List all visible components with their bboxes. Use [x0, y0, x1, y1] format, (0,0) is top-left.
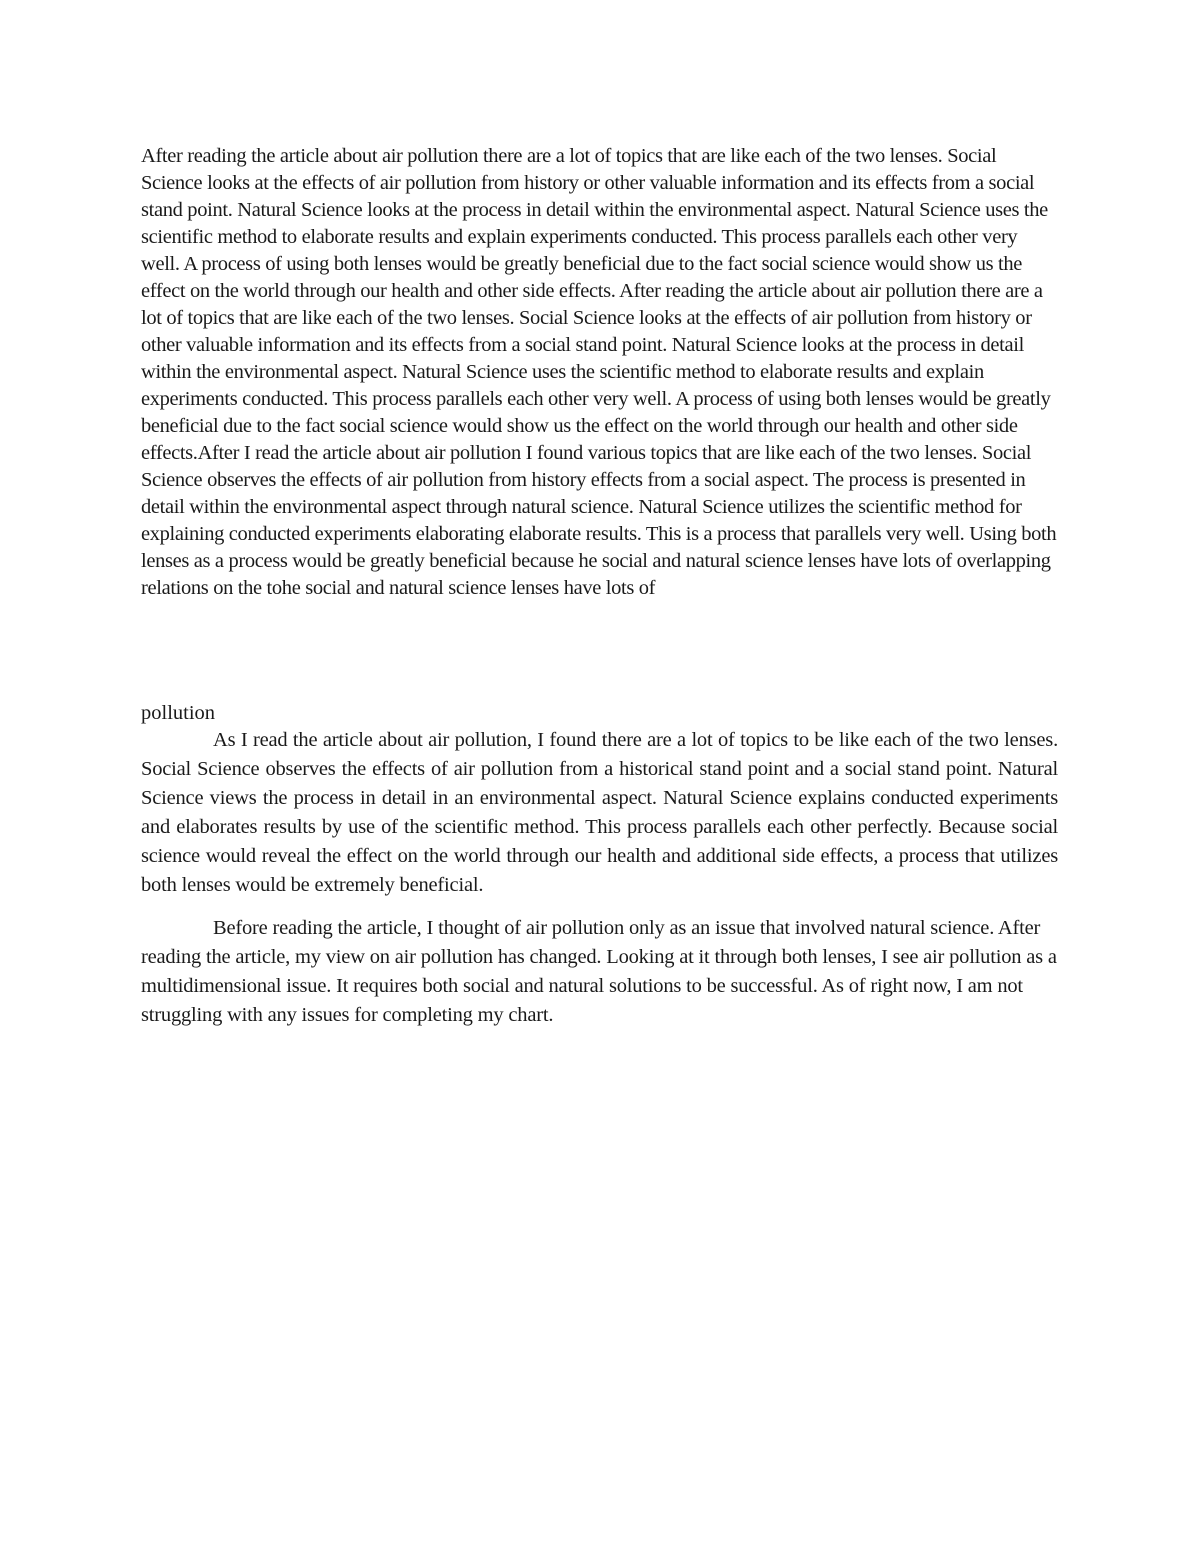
draft-text-block: After reading the article about air pollution there are a lot of topics that are like each of the two lenses. Social Science looks at the effects of air pollution from history or other valuable information and its effects from a social stand point. Natural Science looks at the process in detail within the environmental aspect. Natural Science uses the scientific method to elaborate results and explain experiments conducted. This process parallels each other very well. A process of using both lenses would be greatly beneficial due to the fact social science would show us the effect on the world through our health and other side effects. After reading the article about air pollution there are a lot of topics that are like each of the two lenses. Social Science looks at the effects of air pollution from history or other valuable information and its effects from a social stand point. Natural Science looks at the process in detail within the environmental aspect. Natural Science uses the scientific method to elaborate results and explain experiments conducted. This process parallels each other very well. A process of using both lenses would be greatly beneficial due to the fact social science would show us the effect on the world through our health and other side effects.After I read the article about air pollution I found various topics that are like each of the two lenses. Social Science observes the effects of air pollution from history effects from a social aspect. The process is presented in detail within the environmental aspect through natural science. Natural Science utilizes the scientific method for explaining conducted experiments elaborating elaborate results. This is a process that parallels very well. Using both lenses as a process would be greatly beneficial because he social and natural science lenses have lots of overlapping relations on the tohe social and natural science lenses have lots of [141, 145, 1057, 599]
essay-body [141, 726, 1058, 1030]
essay-paragraph-1: As I read the article about air pollution, I found there are a lot of topics to be like each of the two lenses. Social Science observes the effects of air pollution from a historical stand point and a social stand point. Natural Science views the process in detail in an environmental aspect. Natural Science explains conducted experiments and elaborates results by use of the scientific method. This process parallels each other perfectly. Because social science would reveal the effect on the world through our health and additional side effects, a process that utilizes both lenses would be extremely beneficial. [141, 729, 1058, 896]
essay-paragraph-2: Before reading the article, I thought of air pollution only as an issue that involved natural science. After reading the article, my view on air pollution has changed. Looking at it through both lenses, I see air pollution as a multidimensional issue. It requires both social and natural solutions to be successful. As of right now, I am not struggling with any issues for completing my chart. [141, 917, 1057, 1026]
section-word: pollution [141, 702, 216, 724]
